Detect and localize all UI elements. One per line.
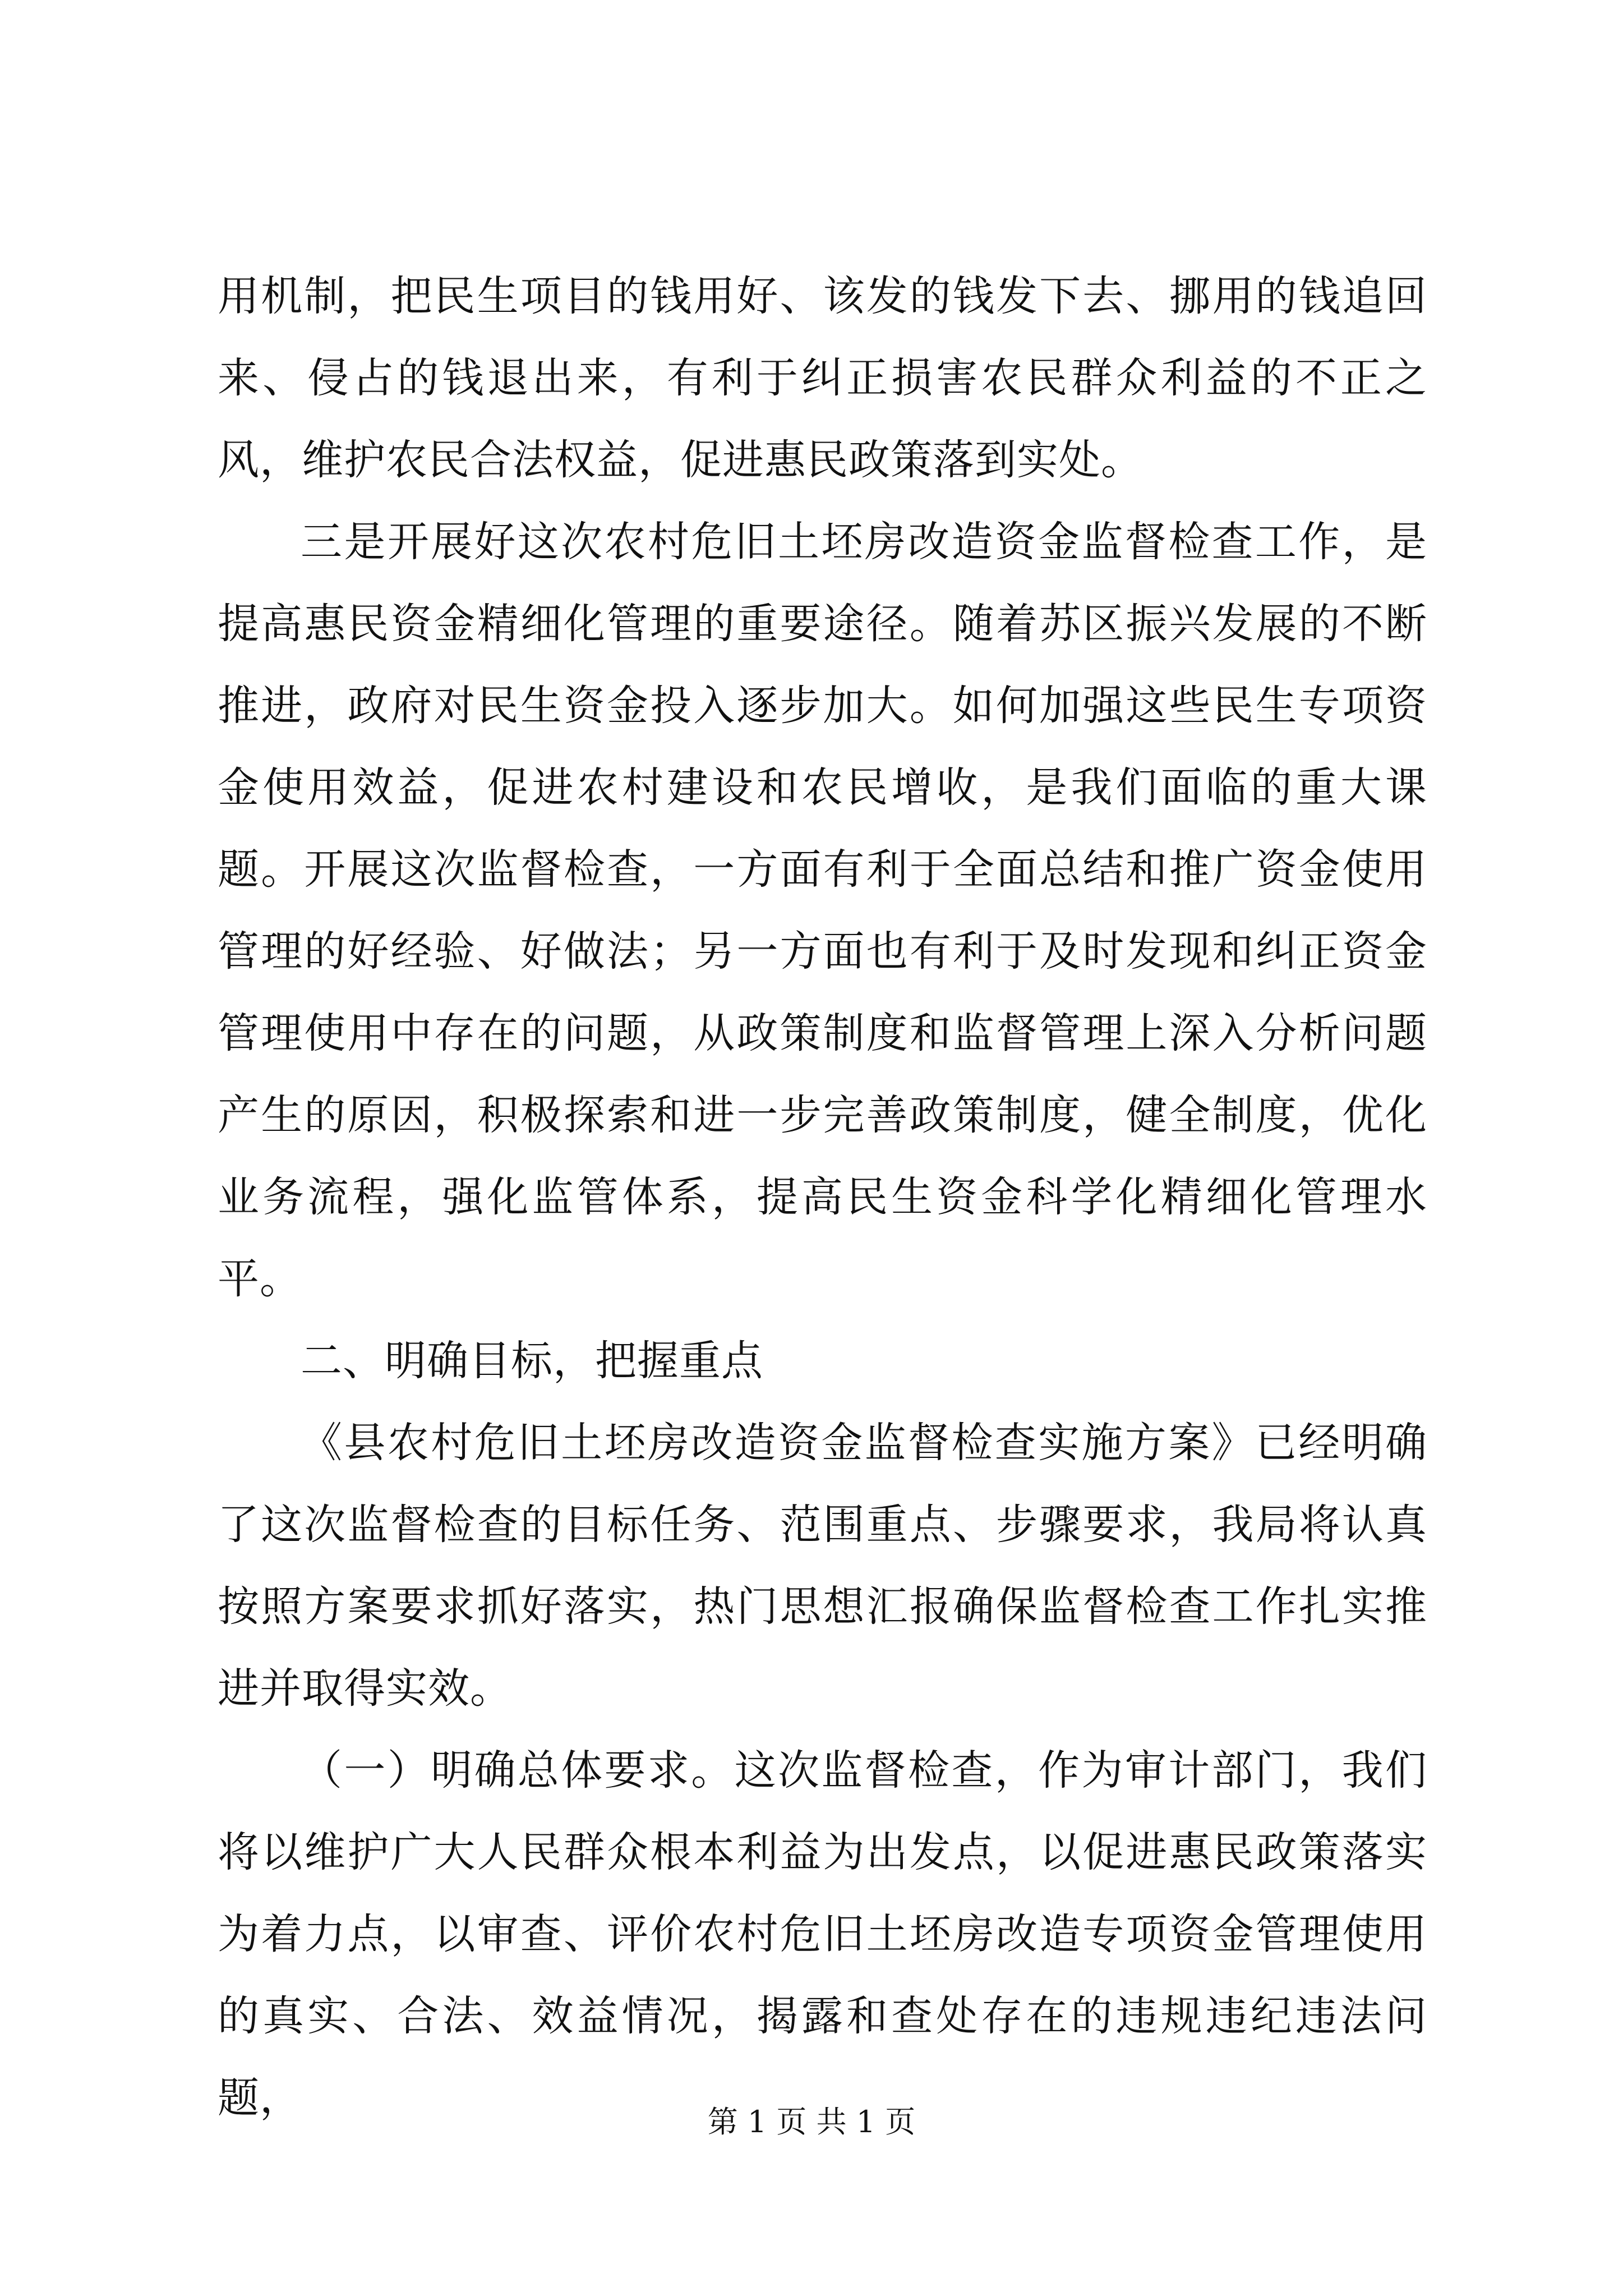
document-body bbox=[218, 255, 1427, 2139]
paragraph-point-three: 三是开展好这次农村危旧土坯房改造资金监督检查工作，是提高惠民资金精细化管理的重要途径。随着苏区振兴发展的不断推进，政府对民生资金投入逐步加大。如何加强这些民生专项资金使用效益，促进农村建设和农民增收，是我们面临的重大课题。开展这次监督检查，一方面有利于全面总结和推广资金使用管理的好经验、好做法；另一方面也有利于及时发现和纠正资金管理使用中存在的问题，从政策制度和监督管理上深入分析问题产生的原因，积极探索和进一步完善政策制度，健全制度，优化业务流程，强化监管体系，提高民生资金科学化精细化管理水平。 bbox=[218, 518, 1427, 1303]
paragraph-requirements: （一）明确总体要求。这次监督检查，作为审计部门，我们将以维护广大人民群众根本利益为出发点，以促进惠民政策落实为着力点，以审查、评价农村危旧土坯房改造专项资金管理使用的真实、合法、效益情况，揭露和查处存在的违规违纪违法问题， bbox=[218, 1746, 1427, 2122]
section-heading-two: 二、明确目标，把握重点 bbox=[301, 1337, 763, 1385]
paragraph-continuation: 用机制，把民生项目的钱用好、该发的钱发下去、挪用的钱追回来、侵占的钱退出来，有利于纠正损害农民群众利益的不正之风，维护农民合法权益，促进惠民政策落到实处。 bbox=[218, 272, 1427, 484]
paragraph-plan: 《县农村危旧土坯房改造资金监督检查实施方案》已经明确了这次监督检查的目标任务、范围重点、步骤要求，我局将认真按照方案要求抓好落实，热门思想汇报确保监督检查工作扎实推进并取得实效。 bbox=[218, 1419, 1427, 1713]
page-footer: 第 1 页 共 1 页 bbox=[707, 2104, 916, 2139]
